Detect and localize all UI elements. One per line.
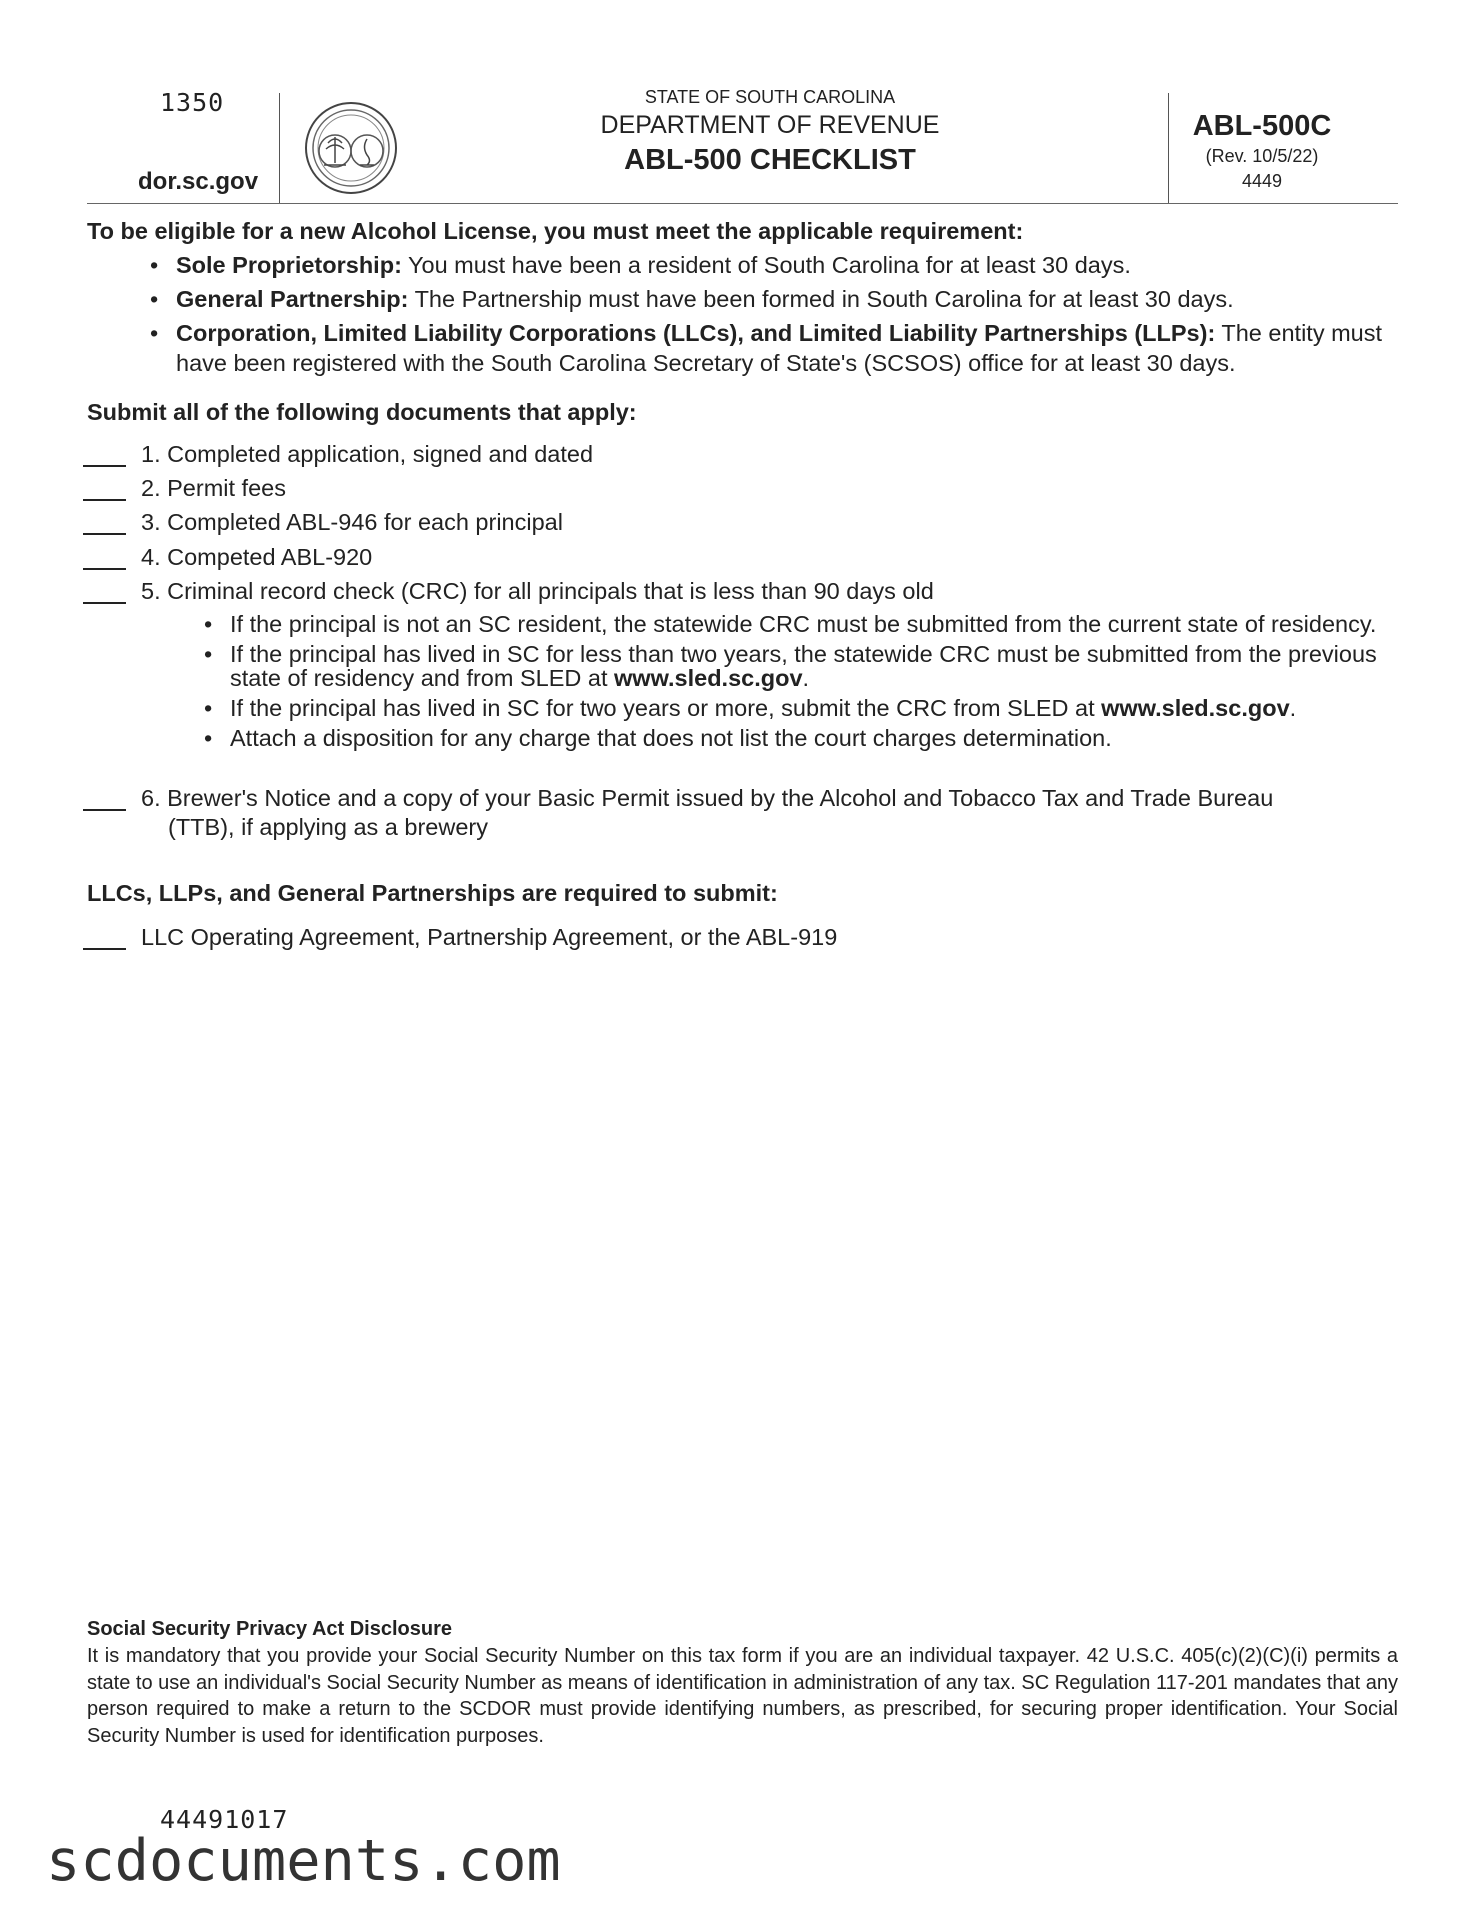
form-number: 4449 <box>1241 171 1283 191</box>
item-label: Sole Proprietorship: <box>176 252 402 278</box>
crc-sub-list <box>200 612 1400 750</box>
item-text: You must have been a resident of South Carolina for at least 30 days. <box>401 252 1131 278</box>
check-blank[interactable] <box>83 499 126 501</box>
item-text: 3. Completed ABL-946 for each principal <box>141 509 563 535</box>
state-name: STATE OF SOUTH CAROLINA <box>644 87 896 107</box>
item-text: 1. Completed application, signed and dated <box>141 441 594 467</box>
bullet-icon: • <box>150 320 159 346</box>
list-item <box>200 696 1400 720</box>
bullet-icon: • <box>204 695 213 721</box>
bullet-icon: • <box>204 725 213 751</box>
item-text: LLC Operating Agreement, Partnership Agreement, or the ABL-919 <box>141 924 838 950</box>
watermark: scdocuments.com <box>46 1828 561 1894</box>
check-blank[interactable] <box>83 568 126 570</box>
eligibility-list <box>120 250 1400 378</box>
privacy-heading: Social Security Privacy Act Disclosure <box>87 1618 452 1640</box>
list-item <box>200 726 1400 750</box>
sled-link[interactable]: www.sled.sc.gov <box>614 665 803 691</box>
sled-link[interactable]: www.sled.sc.gov <box>1101 695 1290 721</box>
list-item <box>120 318 1400 378</box>
item-text: If the principal has lived in SC for two years or more, submit the CRC from SLED at <box>230 695 1102 721</box>
list-item <box>200 642 1400 690</box>
privacy-text: It is mandatory that you provide your Social Security Number on this tax form if you are an individual taxpayer. 42 U.S.C. 405(c)(2)(C)(i) permits a state to use an individual's Social Security Number as means of identification in administration of any tax. SC Regulation 117-201 mandates that any person required to make a return to the SCDOR must provide identifying numbers, as prescribed, for securing proper identification. Your Social Security Number is used for identification purposes. <box>87 1645 1398 1747</box>
form-id: ABL-500C <box>1192 110 1332 142</box>
bullet-icon: • <box>204 611 213 637</box>
item-text: If the principal is not an SC resident, the statewide CRC must be submitted from the current state of residency. <box>230 611 1377 637</box>
documents-heading: Submit all of the following documents that apply: <box>87 399 637 425</box>
bullet-icon: • <box>150 252 159 278</box>
bullet-icon: • <box>204 641 213 667</box>
item-text: 4. Competed ABL-920 <box>141 544 373 570</box>
bullet-icon: • <box>150 286 159 312</box>
page-title: ABL-500 CHECKLIST <box>624 144 916 176</box>
item-text: The Partnership must have been formed in South Carolina for at least 30 days. <box>408 286 1234 312</box>
item-text: 5. Criminal record check (CRC) for all principals that is less than 90 days old <box>141 578 934 604</box>
item-text: . <box>802 665 810 691</box>
llc-heading: LLCs, LLPs, and General Partnerships are required to submit: <box>87 880 778 906</box>
check-blank[interactable] <box>83 948 126 950</box>
header-rule <box>87 203 1398 204</box>
list-item <box>120 250 1400 280</box>
item-text: . <box>1289 695 1297 721</box>
item-text: Attach a disposition for any charge that does not list the court charges determination. <box>230 725 1112 751</box>
item-text: 6. Brewer's Notice and a copy of your Basic Permit issued by the Alcohol and Tobacco Tax and Trade Bureau <box>141 785 1274 811</box>
header-divider-left <box>279 93 280 203</box>
item-text: 2. Permit fees <box>141 475 286 501</box>
check-blank[interactable] <box>83 809 126 811</box>
check-blank[interactable] <box>83 465 126 467</box>
state-seal-icon <box>304 101 398 195</box>
item-text: If the principal has lived in SC for less than two years, the statewide CRC must be submitted from the previous state of residency and from SLED at <box>230 641 1377 691</box>
item-text-continued: (TTB), if applying as a brewery <box>168 814 488 840</box>
website-label: dor.sc.gov <box>138 168 259 195</box>
form-code-top: 1350 <box>160 88 225 117</box>
list-item <box>120 284 1400 314</box>
item-text: The entity must have been registered with the South Carolina Secretary of State's (SCSOS) office for at least 30 days. <box>176 320 1383 376</box>
list-item <box>200 612 1400 636</box>
form-code-bottom: 44491017 <box>160 1805 289 1834</box>
item-label: Corporation, Limited Liability Corporations (LLCs), and Limited Liability Partnerships (LLPs): <box>176 320 1216 346</box>
item-label: General Partnership: <box>176 286 409 312</box>
revision-date: (Rev. 10/5/22) <box>1205 146 1319 166</box>
check-blank[interactable] <box>83 602 126 604</box>
eligibility-heading: To be eligible for a new Alcohol License, you must meet the applicable requirement: <box>87 218 1024 244</box>
check-blank[interactable] <box>83 533 126 535</box>
department-name: DEPARTMENT OF REVENUE <box>600 111 940 139</box>
